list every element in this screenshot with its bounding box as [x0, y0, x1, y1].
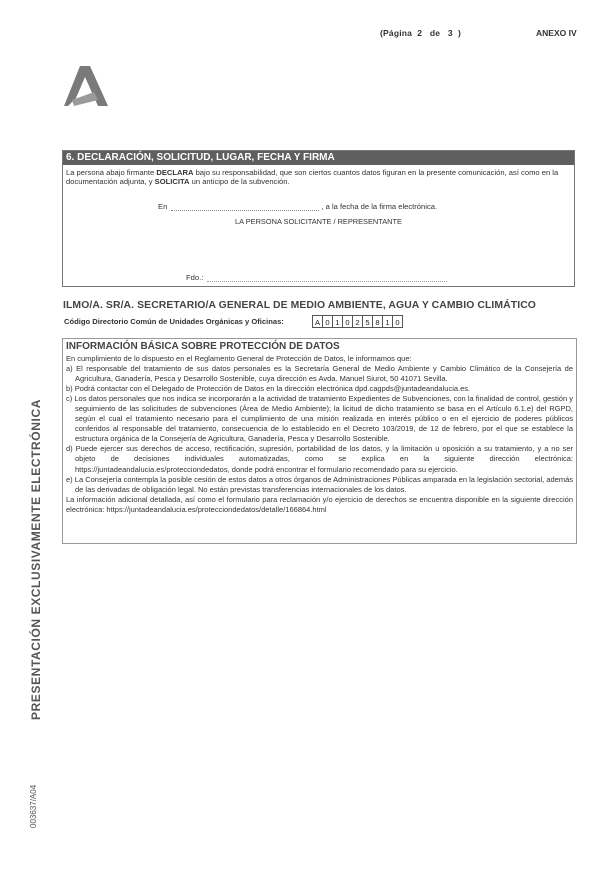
codigo-char: 1: [332, 315, 343, 328]
junta-andalucia-logo-icon: [64, 66, 112, 108]
page-current: 2: [417, 28, 423, 38]
fecha-text: , a la fecha de la firma electrónica.: [321, 202, 438, 211]
codigo-directorio-boxes: [312, 315, 403, 328]
decl-part3: un anticipo de la subvención.: [189, 177, 290, 187]
proteccion-title: INFORMACIÓN BÁSICA SOBRE PROTECCIÓN DE DATOS: [66, 341, 340, 352]
pagina-label: (Página: [380, 28, 413, 38]
decl-part1: La persona abajo firmante: [66, 168, 157, 177]
de-label: de: [429, 28, 441, 38]
proteccion-item-d: d) Puede ejercer sus derechos de acceso, rectificación, supresión, portabilidad de los datos, y la limitación u oposición a su tratamiento, y a no ser objeto de decisiones individuales automatizadas, como se explica en la siguiente dirección electrónica: https://juntadeandalucia.es/protecciondedatos, donde podrá encontrar el formulario recomendado para su ejercicio.: [66, 444, 573, 474]
firma-field[interactable]: [207, 273, 447, 282]
fdo-label: Fdo.:: [186, 273, 204, 282]
en-label: En: [158, 202, 168, 211]
declaracion-text: [63, 165, 574, 187]
decl-bold-declara: DECLARA: [156, 168, 194, 177]
proteccion-intro: En cumplimiento de lo dispuesto en el Reglamento General de Protección de Datos, le informamos que:: [66, 354, 412, 363]
document-code: 003637/A04: [29, 784, 38, 828]
section6-title: 6. DECLARACIÓN, SOLICITUD, LUGAR, FECHA Y FIRMA: [63, 151, 574, 165]
proteccion-item-b: b) Podrá contactar con el Delegado de Protección de Datos en la dirección electrónica dpd.cagpds@juntadeandalucia.es.: [66, 384, 471, 394]
codigo-char: 2: [352, 315, 363, 328]
proteccion-item-a: a) El responsable del tratamiento de sus datos personales es la Secretaría General de Medio Ambiente y Cambio Climático de la Consejería de Agricultura, Ganadería, Pesca y Desarrollo Sostenible, cuya dirección es Avda. Manuel Siurot, 50 41071 Sevilla.: [66, 364, 573, 384]
codigo-char: 0: [342, 315, 353, 328]
lugar-field[interactable]: [171, 202, 319, 211]
page-total: 3: [447, 28, 453, 38]
codigo-char: A: [312, 315, 323, 328]
codigo-char: 1: [382, 315, 393, 328]
close-paren: ): [457, 28, 461, 38]
presentacion-electronica-label: PRESENTACIÓN EXCLUSIVAMENTE ELECTRÓNICA: [29, 399, 43, 720]
codigo-char: 0: [322, 315, 333, 328]
proteccion-item-e: e) La Consejería contempla la posible cesión de estos datos a otros órganos de Administraciones Públicas amparada en la legislación sectorial, además de las derivadas de obligación legal. No están previstas transferencias internacionales de los datos.: [66, 474, 573, 494]
page-number-info: [380, 28, 461, 38]
decl-part2: bajo su responsabilidad, que son ciertos cuantos datos figuran en la presente comunicación, así como en la documentación adjunta, y: [66, 168, 559, 187]
destinatario-title: ILMO/A. SR/A. SECRETARIO/A GENERAL DE MEDIO AMBIENTE, AGUA Y CAMBIO CLIMÁTICO: [63, 300, 536, 311]
firma-row: [186, 273, 447, 282]
solicitante-label: LA PERSONA SOLICITANTE / REPRESENTANTE: [235, 217, 402, 226]
proteccion-datos-section: [62, 338, 577, 544]
declaracion-section: [62, 150, 575, 287]
proteccion-footer: La información adicional detallada, así como el formulario para reclamación y/o ejercicio de derechos se encuentra disponible en la siguiente dirección electrónica: https://juntadeandalucia.es/protecciondedatos/detalle/166864.html: [66, 494, 573, 514]
anexo-label: ANEXO IV: [536, 28, 577, 38]
decl-bold-solicita: SOLICITA: [154, 177, 190, 187]
codigo-char: 0: [392, 315, 403, 328]
codigo-directorio-label: Código Directorio Común de Unidades Orgánicas y Oficinas:: [64, 317, 284, 326]
codigo-char: 5: [362, 315, 373, 328]
proteccion-item-c: c) Los datos personales que nos indica se incorporarán a la actividad de tratamiento Expedientes de Subvenciones, con la finalidad de control, gestión y seguimiento de las solicitudes de subvenciones (Área de Medio Ambiente); la licitud de dicho tratamiento se basa en el Artículo 6.1.e) del RGPD, según el cual el tratamiento necesario para el cumplimiento de una misión realizada en interés público o en el ejercicio de poderes públicos conferidos al responsable del tratamiento, consecuencia de lo establecido en el Decreto 103/2019, de 12 de febrero, por el que se establece la estructura orgánica de la Consejería de Agricultura, Ganadería, Pesca y Desarrollo Sostenible.: [66, 394, 573, 444]
lugar-row: [158, 202, 437, 211]
codigo-char: 8: [372, 315, 383, 328]
